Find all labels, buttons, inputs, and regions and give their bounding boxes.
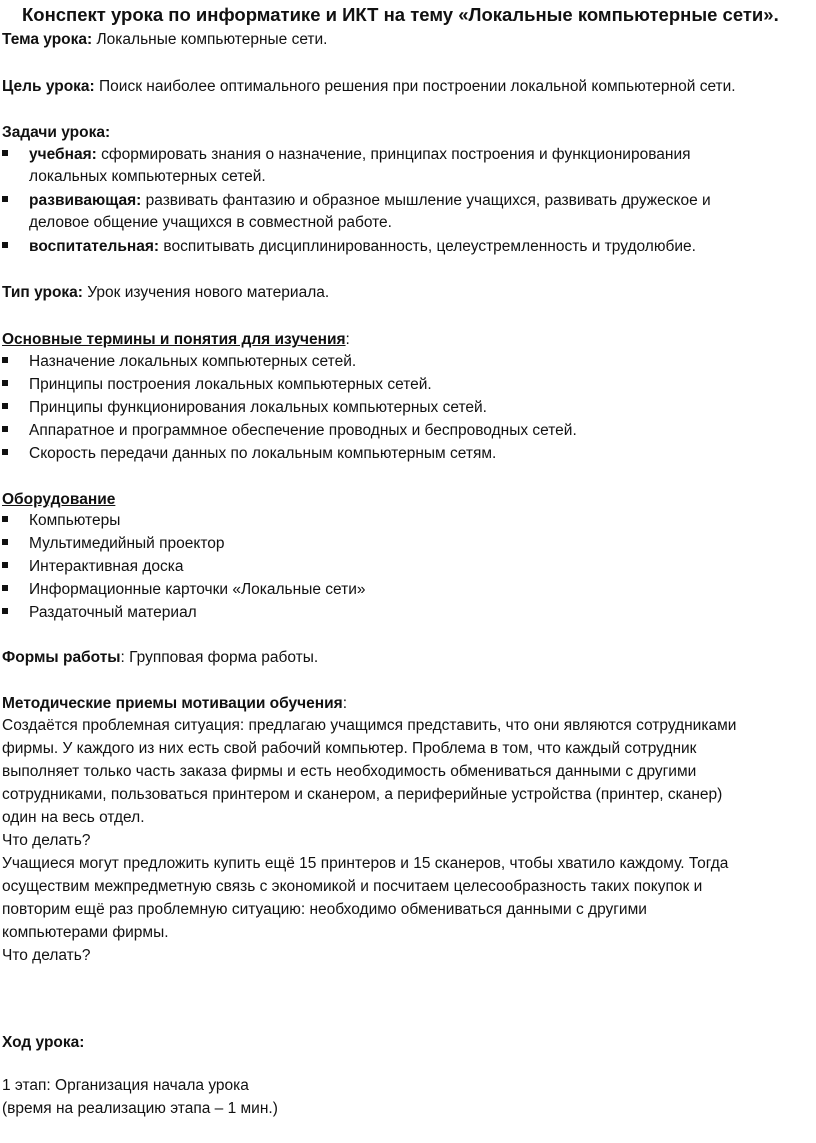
tasks-heading: Задачи урока: bbox=[2, 124, 111, 141]
task-text: сформировать знания о назначение, принципах построения и функционирования bbox=[96, 146, 691, 163]
methods-paragraph-line: один на весь отдел. bbox=[2, 809, 145, 826]
bullet-icon bbox=[2, 516, 8, 522]
topic-value: Локальные компьютерные сети. bbox=[92, 31, 328, 48]
methods-paragraph-line: Создаётся проблемная ситуация: предлагаю учащимся представить, что они являются сотрудниками bbox=[2, 717, 737, 734]
methods-paragraph-line: Что делать? bbox=[2, 832, 91, 849]
terms-heading-line bbox=[2, 329, 350, 351]
methods-paragraph-line: Что делать? bbox=[2, 947, 91, 964]
task-item bbox=[29, 236, 696, 258]
task-item-continuation: деловое общение учащихся в совместной работе. bbox=[29, 214, 392, 231]
goal-value: Поиск наиболее оптимального решения при построении локальной компьютерной сети. bbox=[94, 78, 736, 95]
bullet-icon bbox=[2, 150, 8, 156]
task-label: воспитательная: bbox=[29, 238, 160, 255]
course-stage-1: 1 этап: Организация начала урока bbox=[2, 1077, 249, 1094]
course-heading: Ход урока: bbox=[2, 1034, 85, 1051]
lesson-type-line bbox=[2, 282, 329, 304]
methods-paragraph-line: повторим ещё раз проблемную ситуацию: необходимо обмениваться данными с другими bbox=[2, 901, 647, 918]
equipment-item: Информационные карточки «Локальные сети» bbox=[29, 581, 366, 598]
equipment-item: Интерактивная доска bbox=[29, 558, 184, 575]
lesson-type-value: Урок изучения нового материала. bbox=[82, 284, 330, 301]
topic-line bbox=[2, 29, 328, 51]
methods-paragraph-line: выполняет только часть заказа фирмы и есть необходимость обмениваться данными с другими bbox=[2, 763, 697, 780]
task-label: развивающая: bbox=[29, 192, 142, 209]
bullet-icon bbox=[2, 357, 8, 363]
course-stage-1-time: (время на реализацию этапа – 1 мин.) bbox=[2, 1100, 278, 1117]
task-label: учебная: bbox=[29, 146, 97, 163]
methods-paragraph-line: сотрудниками, пользоваться принтером и сканером, а периферийные устройства (принтер, сканер) bbox=[2, 786, 723, 803]
work-forms-label: Формы работы bbox=[2, 649, 121, 666]
bullet-icon bbox=[2, 242, 8, 248]
equipment-item: Раздаточный материал bbox=[29, 604, 197, 621]
methods-paragraph-line: осуществим межпредметную связь с экономикой и посчитаем целесообразность таких покупок и bbox=[2, 878, 703, 895]
terms-heading-suffix: : bbox=[345, 331, 350, 348]
methods-heading-suffix: : bbox=[342, 695, 348, 712]
task-text: развивать фантазию и образное мышление учащихся, развивать дружеское и bbox=[141, 192, 711, 209]
terms-heading: Основные термины и понятия для изучения bbox=[2, 331, 346, 348]
term-item: Принципы построения локальных компьютерных сетей. bbox=[29, 376, 432, 393]
bullet-icon bbox=[2, 426, 8, 432]
term-item: Аппаратное и программное обеспечение проводных и беспроводных сетей. bbox=[29, 422, 577, 439]
equipment-item: Мультимедийный проектор bbox=[29, 535, 225, 552]
bullet-icon bbox=[2, 196, 8, 202]
document-title: Конспект урока по информатике и ИКТ на тему «Локальные компьютерные сети». bbox=[22, 4, 779, 25]
bullet-icon bbox=[2, 403, 8, 409]
topic-label: Тема урока: bbox=[2, 31, 93, 48]
task-text: воспитывать дисциплинированность, целеустремленность и трудолюбие. bbox=[159, 238, 696, 255]
equipment-item: Компьютеры bbox=[29, 512, 121, 529]
methods-paragraph-line: компьютерами фирмы. bbox=[2, 924, 169, 941]
methods-heading-line bbox=[2, 693, 347, 715]
task-item bbox=[29, 144, 691, 166]
bullet-icon bbox=[2, 449, 8, 455]
equipment-heading: Оборудование bbox=[2, 491, 116, 508]
work-forms-value: : Групповая форма работы. bbox=[120, 649, 319, 666]
bullet-icon bbox=[2, 380, 8, 386]
term-item: Скорость передачи данных по локальным компьютерным сетям. bbox=[29, 445, 497, 462]
goal-label: Цель урока: bbox=[2, 78, 95, 95]
work-forms-line bbox=[2, 647, 318, 669]
bullet-icon bbox=[2, 562, 8, 568]
task-item-continuation: локальных компьютерных сетей. bbox=[29, 168, 266, 185]
bullet-icon bbox=[2, 608, 8, 614]
methods-paragraph-line: Учащиеся могут предложить купить ещё 15 принтеров и 15 сканеров, чтобы хватило каждому. Тогда bbox=[2, 855, 729, 872]
methods-paragraph-line: фирмы. У каждого из них есть свой рабочий компьютер. Проблема в том, что каждый сотрудник bbox=[2, 740, 697, 757]
term-item: Принципы функционирования локальных компьютерных сетей. bbox=[29, 399, 487, 416]
methods-heading: Методические приемы мотивации обучения bbox=[2, 695, 343, 712]
term-item: Назначение локальных компьютерных сетей. bbox=[29, 353, 357, 370]
bullet-icon bbox=[2, 585, 8, 591]
task-item bbox=[29, 190, 711, 212]
lesson-type-label: Тип урока: bbox=[2, 284, 83, 301]
goal-line bbox=[2, 76, 736, 98]
bullet-icon bbox=[2, 539, 8, 545]
